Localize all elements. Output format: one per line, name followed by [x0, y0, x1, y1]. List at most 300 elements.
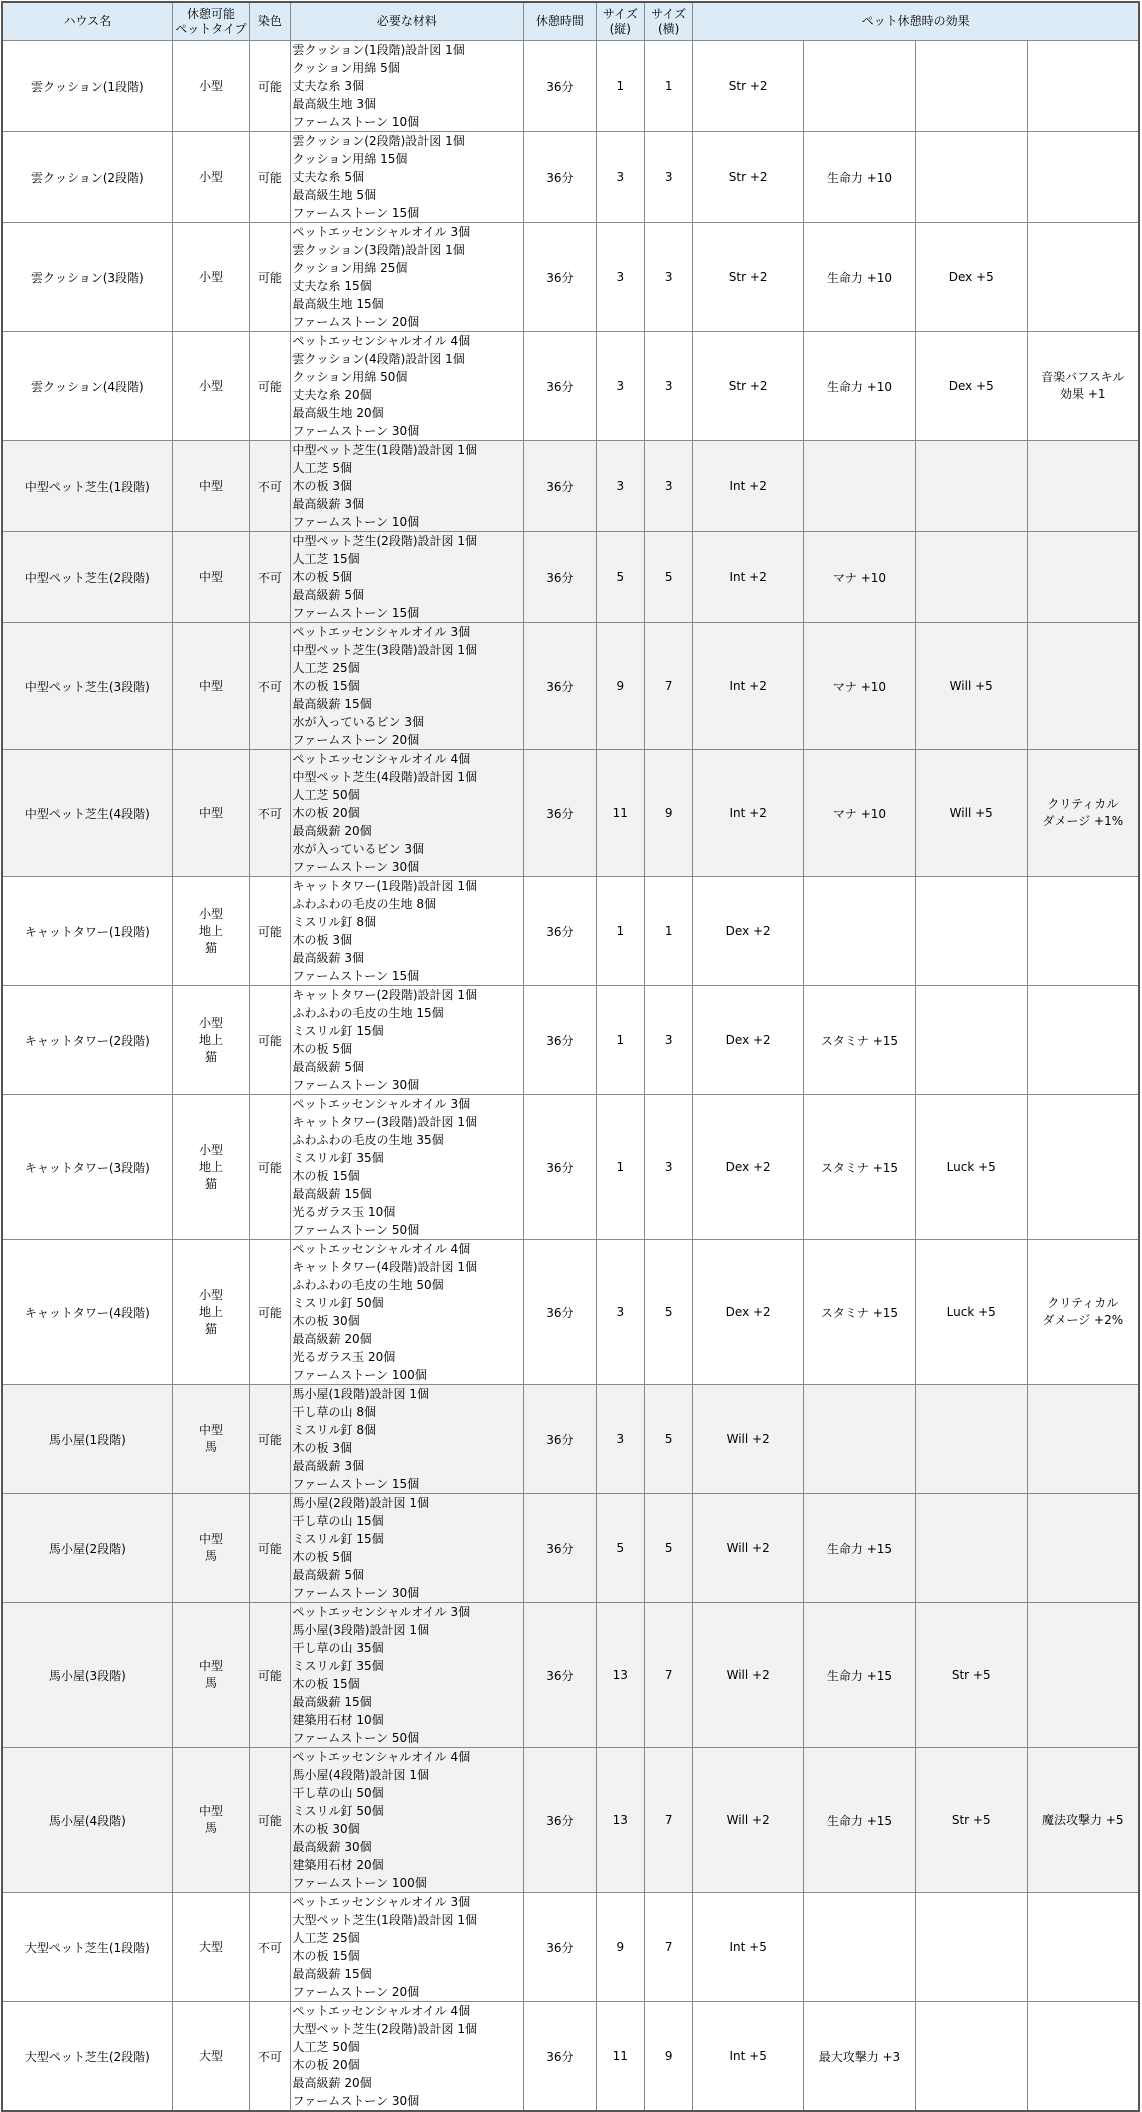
effect-4	[1027, 532, 1139, 623]
effect-2: 生命力 +15	[804, 1748, 916, 1893]
pet-type-line: 小型	[198, 269, 223, 284]
pet-type-line: 馬	[204, 1549, 217, 1563]
material-item: 最高級薪 15個	[292, 1967, 372, 1981]
size-vertical: 11	[596, 750, 644, 877]
header-size-horizontal: サイズ (横)	[644, 2, 692, 41]
material-item: ペットエッセンシャルオイル 3個	[292, 1895, 471, 1909]
size-vertical: 3	[596, 332, 644, 441]
material-item: ファームストーン 100個	[292, 1876, 427, 1890]
material-item: キャットタワー(2段階)設計図 1個	[292, 988, 477, 1002]
material-item: 最高級生地 15個	[292, 297, 384, 311]
dye-status: 可能	[250, 1603, 290, 1748]
pet-type-line: 中型	[198, 1423, 223, 1437]
material-item: ファームストーン 30個	[292, 2094, 420, 2108]
pet-type-line: 馬	[204, 1440, 217, 1454]
material-item: 木の板 5個	[292, 1042, 352, 1056]
size-vertical: 1	[596, 41, 644, 132]
pet-type-line: 猫	[204, 1049, 217, 1064]
effect-4: 音楽バフスキル 効果 +1	[1027, 332, 1139, 441]
material-item: 最高級生地 5個	[292, 188, 376, 202]
material-item: キャットタワー(1段階)設計図 1個	[292, 879, 477, 893]
materials-list	[290, 441, 524, 532]
material-item: 最高級薪 20個	[292, 1332, 372, 1346]
pet-type-line: 大型	[198, 2048, 223, 2063]
size-vertical: 1	[596, 877, 644, 986]
dye-status: 不可	[250, 441, 290, 532]
size-horizontal: 3	[644, 132, 692, 223]
material-item: ファームストーン 20個	[292, 733, 420, 747]
material-item: ふわふわの毛皮の生地 35個	[292, 1133, 444, 1147]
house-name: 中型ペット芝生(2段階)	[2, 532, 172, 623]
table-row	[2, 1240, 1139, 1385]
material-item: 木の板 15個	[292, 1677, 360, 1691]
pet-type-line: 小型	[198, 378, 223, 393]
material-item: ミスリル釘 8個	[292, 1423, 376, 1437]
rest-time: 36分	[524, 1893, 597, 2002]
pet-type-line: 中型	[198, 1804, 223, 1818]
effect-3: Luck +5	[915, 1095, 1027, 1240]
pet-type-line: 猫	[204, 1321, 217, 1336]
effect-1: Int +5	[693, 1893, 804, 2002]
material-item: 最高級薪 20個	[292, 824, 372, 838]
dye-status: 不可	[250, 532, 290, 623]
pet-type-line: 大型	[198, 1939, 223, 1954]
material-item: 最高級薪 3個	[292, 1459, 364, 1473]
dye-status: 不可	[250, 2002, 290, 2112]
material-item: 雲クッション(4段階)設計図 1個	[292, 352, 465, 366]
dye-status: 可能	[250, 1748, 290, 1893]
material-item: ファームストーン 30個	[292, 1078, 420, 1092]
effect-3	[915, 1385, 1027, 1494]
pet-type-line: 地上	[198, 923, 223, 938]
material-item: 最高級薪 15個	[292, 1187, 372, 1201]
effect-3	[915, 1494, 1027, 1603]
material-item: 最高級薪 30個	[292, 1840, 372, 1854]
material-item: 木の板 3個	[292, 1441, 352, 1455]
effect-2: スタミナ +15	[804, 1095, 916, 1240]
material-item: 最高級薪 3個	[292, 951, 364, 965]
effect-4	[1027, 223, 1139, 332]
material-item: ペットエッセンシャルオイル 3個	[292, 1097, 471, 1111]
dye-status: 可能	[250, 1385, 290, 1494]
pet-type	[172, 1893, 250, 2002]
size-horizontal: 7	[644, 623, 692, 750]
dye-status: 可能	[250, 986, 290, 1095]
materials-list	[290, 1893, 524, 2002]
material-item: 木の板 3個	[292, 933, 352, 947]
pet-type-line: 中型	[198, 805, 223, 820]
effect-4	[1027, 986, 1139, 1095]
effect-2: 生命力 +15	[804, 1494, 916, 1603]
materials-list	[290, 1385, 524, 1494]
effect-2: マナ +10	[804, 623, 916, 750]
material-item: 馬小屋(2段階)設計図 1個	[292, 1496, 429, 1510]
size-horizontal: 5	[644, 1240, 692, 1385]
material-item: 雲クッション(3段階)設計図 1個	[292, 243, 465, 257]
effect-3: Str +5	[915, 1603, 1027, 1748]
header-size-vertical: サイズ (縦)	[596, 2, 644, 41]
effect-3: Str +5	[915, 1748, 1027, 1893]
pet-type-line: 小型	[198, 78, 223, 93]
material-item: ペットエッセンシャルオイル 4個	[292, 2004, 471, 2018]
header-dye: 染色	[250, 2, 290, 41]
material-item: 人工芝 5個	[292, 461, 352, 475]
house-name: 中型ペット芝生(3段階)	[2, 623, 172, 750]
rest-time: 36分	[524, 750, 597, 877]
material-item: ミスリル釘 15個	[292, 1532, 384, 1546]
effect-4	[1027, 2002, 1139, 2112]
house-name: 馬小屋(3段階)	[2, 1603, 172, 1748]
effect-2	[804, 1385, 916, 1494]
material-item: 木の板 15個	[292, 1949, 360, 1963]
pet-type	[172, 2002, 250, 2112]
pet-type-line: 中型	[198, 478, 223, 493]
pet-type-line: 中型	[198, 678, 223, 693]
effect-3	[915, 441, 1027, 532]
material-item: ミスリル釘 50個	[292, 1804, 384, 1818]
material-item: ふわふわの毛皮の生地 8個	[292, 897, 436, 911]
house-name: 大型ペット芝生(1段階)	[2, 1893, 172, 2002]
materials-list	[290, 1748, 524, 1893]
effect-1: Will +2	[693, 1385, 804, 1494]
material-item: 干し草の山 35個	[292, 1641, 384, 1655]
materials-list	[290, 1603, 524, 1748]
rest-time: 36分	[524, 41, 597, 132]
size-horizontal: 3	[644, 1095, 692, 1240]
effect-3: Dex +5	[915, 223, 1027, 332]
size-vertical: 3	[596, 132, 644, 223]
pet-type	[172, 223, 250, 332]
rest-time: 36分	[524, 1494, 597, 1603]
material-item: ファームストーン 20個	[292, 315, 420, 329]
pet-type	[172, 1748, 250, 1893]
material-item: 人工芝 25個	[292, 1931, 360, 1945]
effect-2: 生命力 +10	[804, 132, 916, 223]
material-item: 建築用石材 20個	[292, 1858, 384, 1872]
materials-list	[290, 1494, 524, 1603]
table-row	[2, 532, 1139, 623]
pet-type-line: 中型	[198, 569, 223, 584]
material-item: 中型ペット芝生(1段階)設計図 1個	[292, 443, 477, 457]
material-item: 丈夫な糸 3個	[292, 79, 364, 93]
effect-1: Int +2	[693, 441, 804, 532]
material-item: 干し草の山 15個	[292, 1514, 384, 1528]
table-row	[2, 1494, 1139, 1603]
effect-2	[804, 41, 916, 132]
pet-type-line: 猫	[204, 940, 217, 955]
dye-status: 可能	[250, 332, 290, 441]
effect-4	[1027, 623, 1139, 750]
material-item: ふわふわの毛皮の生地 50個	[292, 1278, 444, 1292]
material-item: 最高級薪 5個	[292, 1568, 364, 1582]
material-item: ペットエッセンシャルオイル 3個	[292, 625, 471, 639]
house-name: キャットタワー(3段階)	[2, 1095, 172, 1240]
size-vertical: 9	[596, 623, 644, 750]
material-item: ミスリル釘 35個	[292, 1151, 384, 1165]
header-effects: ペット休憩時の効果	[693, 2, 1139, 41]
size-horizontal: 3	[644, 223, 692, 332]
effect-4	[1027, 1603, 1139, 1748]
rest-time: 36分	[524, 1095, 597, 1240]
material-item: クッション用綿 50個	[292, 370, 408, 384]
effect-2: マナ +10	[804, 532, 916, 623]
table-row	[2, 877, 1139, 986]
pet-type	[172, 41, 250, 132]
size-horizontal: 5	[644, 532, 692, 623]
dye-status: 不可	[250, 1893, 290, 2002]
dye-status: 可能	[250, 223, 290, 332]
material-item: ファームストーン 15個	[292, 1477, 420, 1491]
pet-type-line: 馬	[204, 1821, 217, 1835]
house-name: キャットタワー(2段階)	[2, 986, 172, 1095]
pet-type	[172, 332, 250, 441]
material-item: 最高級薪 5個	[292, 588, 364, 602]
house-name: 中型ペット芝生(4段階)	[2, 750, 172, 877]
effect-3	[915, 877, 1027, 986]
material-item: 木の板 15個	[292, 1169, 360, 1183]
header-pet-type: 休憩可能 ペットタイプ	[172, 2, 250, 41]
effect-3	[915, 41, 1027, 132]
rest-time: 36分	[524, 1240, 597, 1385]
material-item: 最高級薪 5個	[292, 1060, 364, 1074]
dye-status: 不可	[250, 750, 290, 877]
header-row	[2, 2, 1139, 41]
material-item: 雲クッション(1段階)設計図 1個	[292, 43, 465, 57]
effect-3	[915, 132, 1027, 223]
size-horizontal: 5	[644, 1385, 692, 1494]
material-item: ペットエッセンシャルオイル 3個	[292, 225, 471, 239]
effect-1: Int +2	[693, 750, 804, 877]
pet-type	[172, 1494, 250, 1603]
material-item: 丈夫な糸 5個	[292, 170, 364, 184]
house-name: 馬小屋(4段階)	[2, 1748, 172, 1893]
effect-4	[1027, 877, 1139, 986]
house-name: キャットタワー(1段階)	[2, 877, 172, 986]
size-vertical: 13	[596, 1603, 644, 1748]
effect-1: Dex +2	[693, 877, 804, 986]
material-item: ファームストーン 30個	[292, 424, 420, 438]
size-vertical: 3	[596, 441, 644, 532]
material-item: クッション用綿 25個	[292, 261, 408, 275]
material-item: ファームストーン 20個	[292, 1985, 420, 1999]
rest-time: 36分	[524, 1603, 597, 1748]
size-vertical: 5	[596, 532, 644, 623]
materials-list	[290, 1095, 524, 1240]
house-name: キャットタワー(4段階)	[2, 1240, 172, 1385]
material-item: 干し草の山 50個	[292, 1786, 384, 1800]
effect-1: Dex +2	[693, 1240, 804, 1385]
material-item: ミスリル釘 35個	[292, 1659, 384, 1673]
size-horizontal: 3	[644, 332, 692, 441]
size-horizontal: 3	[644, 441, 692, 532]
size-vertical: 3	[596, 1240, 644, 1385]
house-name: 雲クッション(2段階)	[2, 132, 172, 223]
materials-list	[290, 223, 524, 332]
material-item: 人工芝 50個	[292, 788, 360, 802]
material-item: ふわふわの毛皮の生地 15個	[292, 1006, 444, 1020]
table-row	[2, 1385, 1139, 1494]
material-item: ファームストーン 15個	[292, 969, 420, 983]
effect-4: クリティカル ダメージ +1%	[1027, 750, 1139, 877]
size-horizontal: 5	[644, 1494, 692, 1603]
size-vertical: 1	[596, 1095, 644, 1240]
house-name: 馬小屋(1段階)	[2, 1385, 172, 1494]
dye-status: 可能	[250, 1095, 290, 1240]
pet-house-table	[1, 1, 1140, 2112]
material-item: 中型ペット芝生(2段階)設計図 1個	[292, 534, 477, 548]
pet-type-line: 小型	[198, 1015, 223, 1030]
materials-list	[290, 986, 524, 1095]
pet-type-line: 小型	[198, 169, 223, 184]
material-item: 最高級薪 20個	[292, 2076, 372, 2090]
pet-type	[172, 132, 250, 223]
materials-list	[290, 623, 524, 750]
material-item: ミスリル釘 8個	[292, 915, 376, 929]
size-vertical: 5	[596, 1494, 644, 1603]
size-horizontal: 1	[644, 41, 692, 132]
size-horizontal: 7	[644, 1893, 692, 2002]
material-item: 木の板 30個	[292, 1314, 360, 1328]
material-item: 水が入っているビン 3個	[292, 842, 424, 856]
rest-time: 36分	[524, 877, 597, 986]
effect-4	[1027, 132, 1139, 223]
material-item: キャットタワー(4段階)設計図 1個	[292, 1260, 477, 1274]
material-item: 光るガラス玉 20個	[292, 1350, 396, 1364]
dye-status: 可能	[250, 1494, 290, 1603]
effect-2	[804, 877, 916, 986]
pet-type-line: 猫	[204, 1176, 217, 1191]
material-item: 干し草の山 8個	[292, 1405, 376, 1419]
rest-time: 36分	[524, 1748, 597, 1893]
size-horizontal: 7	[644, 1748, 692, 1893]
material-item: ファームストーン 30個	[292, 860, 420, 874]
effect-4	[1027, 1095, 1139, 1240]
pet-type	[172, 532, 250, 623]
material-item: ファームストーン 15個	[292, 606, 420, 620]
table-row	[2, 986, 1139, 1095]
rest-time: 36分	[524, 441, 597, 532]
header-rest-time: 休憩時間	[524, 2, 597, 41]
material-item: 木の板 3個	[292, 479, 352, 493]
rest-time: 36分	[524, 132, 597, 223]
effect-1: Int +2	[693, 623, 804, 750]
material-item: 大型ペット芝生(1段階)設計図 1個	[292, 1913, 477, 1927]
table-body	[2, 41, 1139, 2112]
material-item: 馬小屋(4段階)設計図 1個	[292, 1768, 429, 1782]
pet-type	[172, 1603, 250, 1748]
pet-type	[172, 986, 250, 1095]
effect-2: 生命力 +15	[804, 1603, 916, 1748]
material-item: ペットエッセンシャルオイル 3個	[292, 1605, 471, 1619]
materials-list	[290, 532, 524, 623]
effect-2: スタミナ +15	[804, 1240, 916, 1385]
table-row	[2, 132, 1139, 223]
size-vertical: 13	[596, 1748, 644, 1893]
material-item: ミスリル釘 50個	[292, 1296, 384, 1310]
effect-1: Str +2	[693, 223, 804, 332]
effect-1: Int +5	[693, 2002, 804, 2112]
materials-list	[290, 132, 524, 223]
dye-status: 可能	[250, 41, 290, 132]
material-item: 木の板 20個	[292, 806, 360, 820]
effect-1: Dex +2	[693, 986, 804, 1095]
pet-type-line: 馬	[204, 1676, 217, 1690]
material-item: 最高級生地 20個	[292, 406, 384, 420]
table-row	[2, 41, 1139, 132]
pet-type-line: 小型	[198, 906, 223, 921]
effect-3: Dex +5	[915, 332, 1027, 441]
material-item: キャットタワー(3段階)設計図 1個	[292, 1115, 477, 1129]
effect-1: Str +2	[693, 132, 804, 223]
table-row	[2, 441, 1139, 532]
materials-list	[290, 2002, 524, 2112]
material-item: 光るガラス玉 10個	[292, 1205, 396, 1219]
materials-list	[290, 1240, 524, 1385]
effect-2	[804, 441, 916, 532]
material-item: 最高級薪 3個	[292, 497, 364, 511]
effect-4	[1027, 41, 1139, 132]
pet-type-line: 地上	[198, 1159, 223, 1174]
effect-2: 生命力 +10	[804, 332, 916, 441]
material-item: 最高級生地 3個	[292, 97, 376, 111]
material-item: ファームストーン 30個	[292, 1586, 420, 1600]
effect-4: クリティカル ダメージ +2%	[1027, 1240, 1139, 1385]
material-item: ファームストーン 100個	[292, 1368, 427, 1382]
rest-time: 36分	[524, 623, 597, 750]
material-item: 水が入っているビン 3個	[292, 715, 424, 729]
pet-type-line: 地上	[198, 1304, 223, 1319]
material-item: ペットエッセンシャルオイル 4個	[292, 1750, 471, 1764]
material-item: 馬小屋(1段階)設計図 1個	[292, 1387, 429, 1401]
size-horizontal: 1	[644, 877, 692, 986]
material-item: ファームストーン 10個	[292, 115, 420, 129]
size-horizontal: 9	[644, 750, 692, 877]
material-item: ペットエッセンシャルオイル 4個	[292, 1242, 471, 1256]
material-item: 人工芝 15個	[292, 552, 360, 566]
table-row	[2, 2002, 1139, 2112]
effect-1: Will +2	[693, 1603, 804, 1748]
material-item: 人工芝 50個	[292, 2040, 360, 2054]
material-item: ファームストーン 15個	[292, 206, 420, 220]
effect-1: Int +2	[693, 532, 804, 623]
material-item: 建築用石材 10個	[292, 1713, 384, 1727]
pet-type-line: 小型	[198, 1287, 223, 1302]
effect-4: 魔法攻撃力 +5	[1027, 1748, 1139, 1893]
pet-type	[172, 1385, 250, 1494]
material-item: 丈夫な糸 15個	[292, 279, 372, 293]
dye-status: 不可	[250, 623, 290, 750]
material-item: ファームストーン 10個	[292, 515, 420, 529]
effect-4	[1027, 1385, 1139, 1494]
material-item: 木の板 5個	[292, 1550, 352, 1564]
rest-time: 36分	[524, 2002, 597, 2112]
material-item: 人工芝 25個	[292, 661, 360, 675]
header-house-name: ハウス名	[2, 2, 172, 41]
table-row	[2, 750, 1139, 877]
table-row	[2, 332, 1139, 441]
effect-3: Will +5	[915, 750, 1027, 877]
effect-3	[915, 532, 1027, 623]
material-item: 中型ペット芝生(3段階)設計図 1個	[292, 643, 477, 657]
effect-1: Will +2	[693, 1494, 804, 1603]
table-row	[2, 1603, 1139, 1748]
dye-status: 可能	[250, 1240, 290, 1385]
material-item: 丈夫な糸 20個	[292, 388, 372, 402]
effect-1: Dex +2	[693, 1095, 804, 1240]
effect-3	[915, 986, 1027, 1095]
material-item: 中型ペット芝生(4段階)設計図 1個	[292, 770, 477, 784]
material-item: ミスリル釘 15個	[292, 1024, 384, 1038]
